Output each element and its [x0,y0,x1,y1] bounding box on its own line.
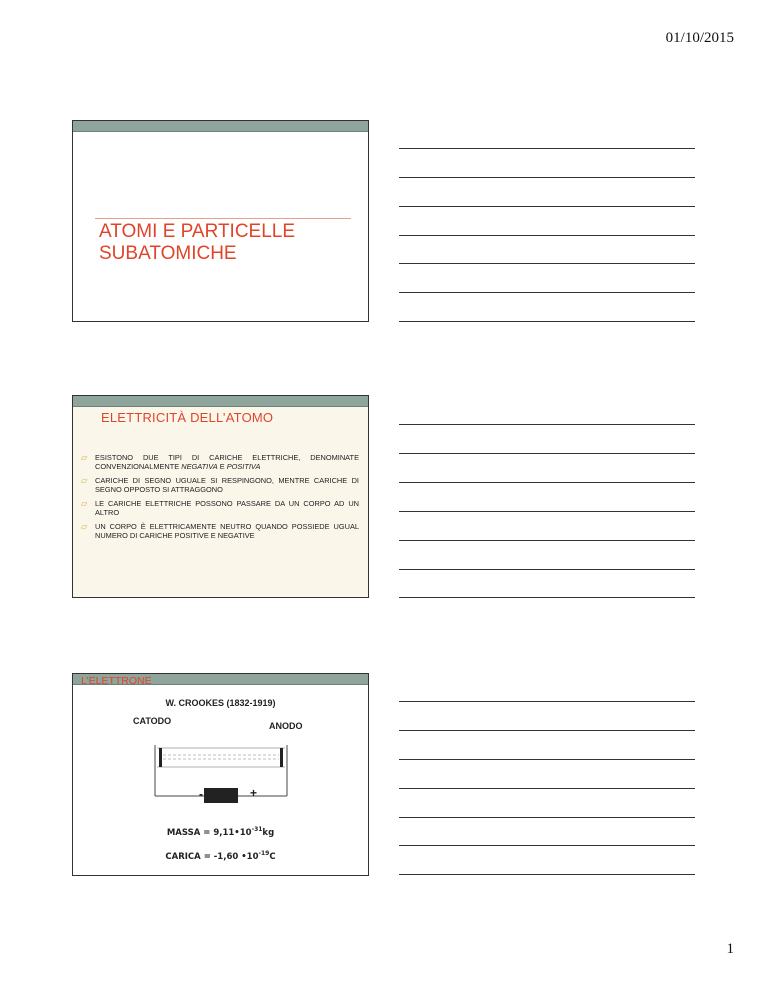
note-line [399,206,695,207]
note-line [399,759,695,760]
list-item [81,476,359,494]
note-line [399,701,695,702]
bullet-icon: ▱ [81,499,88,508]
page-number: 1 [726,941,734,957]
note-line [399,788,695,789]
note-line [399,292,695,293]
slide-header-bar [73,121,368,132]
electron-charge: CARICA = -1,60 $•10^{-19}C$ [165,850,276,862]
anode-label: ANODO [269,721,303,731]
bullet-text: LE CARICHE ELETTRICHE POSSONO PASSARE DA UN CORPO AD UN ALTRO [95,499,359,517]
note-line [399,540,695,541]
crookes-tube-diagram [153,740,293,805]
bullet-text: UN CORPO È ELETTRICAMENTE NEUTRO QUANDO POSSIEDE UGUAL NUMERO DI CARICHE POSITIVE E NEGATIVE [95,522,359,540]
slide-1-title: ATOMI E PARTICELLE SUBATOMICHE [99,221,296,264]
note-line [399,177,695,178]
note-line [399,569,695,570]
bullet-icon: ▱ [81,522,88,531]
bullet-text: CARICHE DI SEGNO UGUALE SI RESPINGONO, MENTRE CARICHE DI SEGNO OPPOSTO SI ATTRAGGONO [95,476,359,494]
note-line [399,730,695,731]
bullet-icon: ▱ [81,453,88,462]
bullet-icon: ▱ [81,476,88,485]
slide-header-bar [73,396,368,407]
note-line [399,845,695,846]
slide-3 [72,673,369,876]
title-rule [95,218,351,219]
list-item [81,522,359,540]
note-line [399,597,695,598]
note-line [399,321,695,322]
bullet-text: ESISTONO DUE TIPI DI CARICHE ELETTRICHE, DENOMINATE CONVENZIONALMENTE NEGATIVA E POSITIVA [95,453,359,471]
negative-sign: - [199,787,203,801]
note-line [399,874,695,875]
list-item [81,499,359,517]
bullet-list [81,453,359,545]
cathode-label: CATODO [133,716,172,726]
electron-mass: MASSA = $9,11•10^{-31}kg$ [166,826,275,838]
header-date: 01/10/2015 [665,30,734,46]
note-line [399,511,695,512]
slide-1 [72,120,369,322]
note-line [399,424,695,425]
scientist-caption: W. CROOKES (1832-1919) [165,698,276,708]
note-line [399,235,695,236]
note-line [399,817,695,818]
list-item [81,453,359,471]
note-line [399,453,695,454]
positive-sign: + [250,786,258,800]
slide-3-title: L’ELETTRONE [81,675,152,687]
slide-2-title: ELETTRICITÀ DELL’ATOMO [101,410,274,425]
note-line [399,148,695,149]
note-line [399,482,695,483]
note-line [399,263,695,264]
slide-2 [72,395,369,598]
